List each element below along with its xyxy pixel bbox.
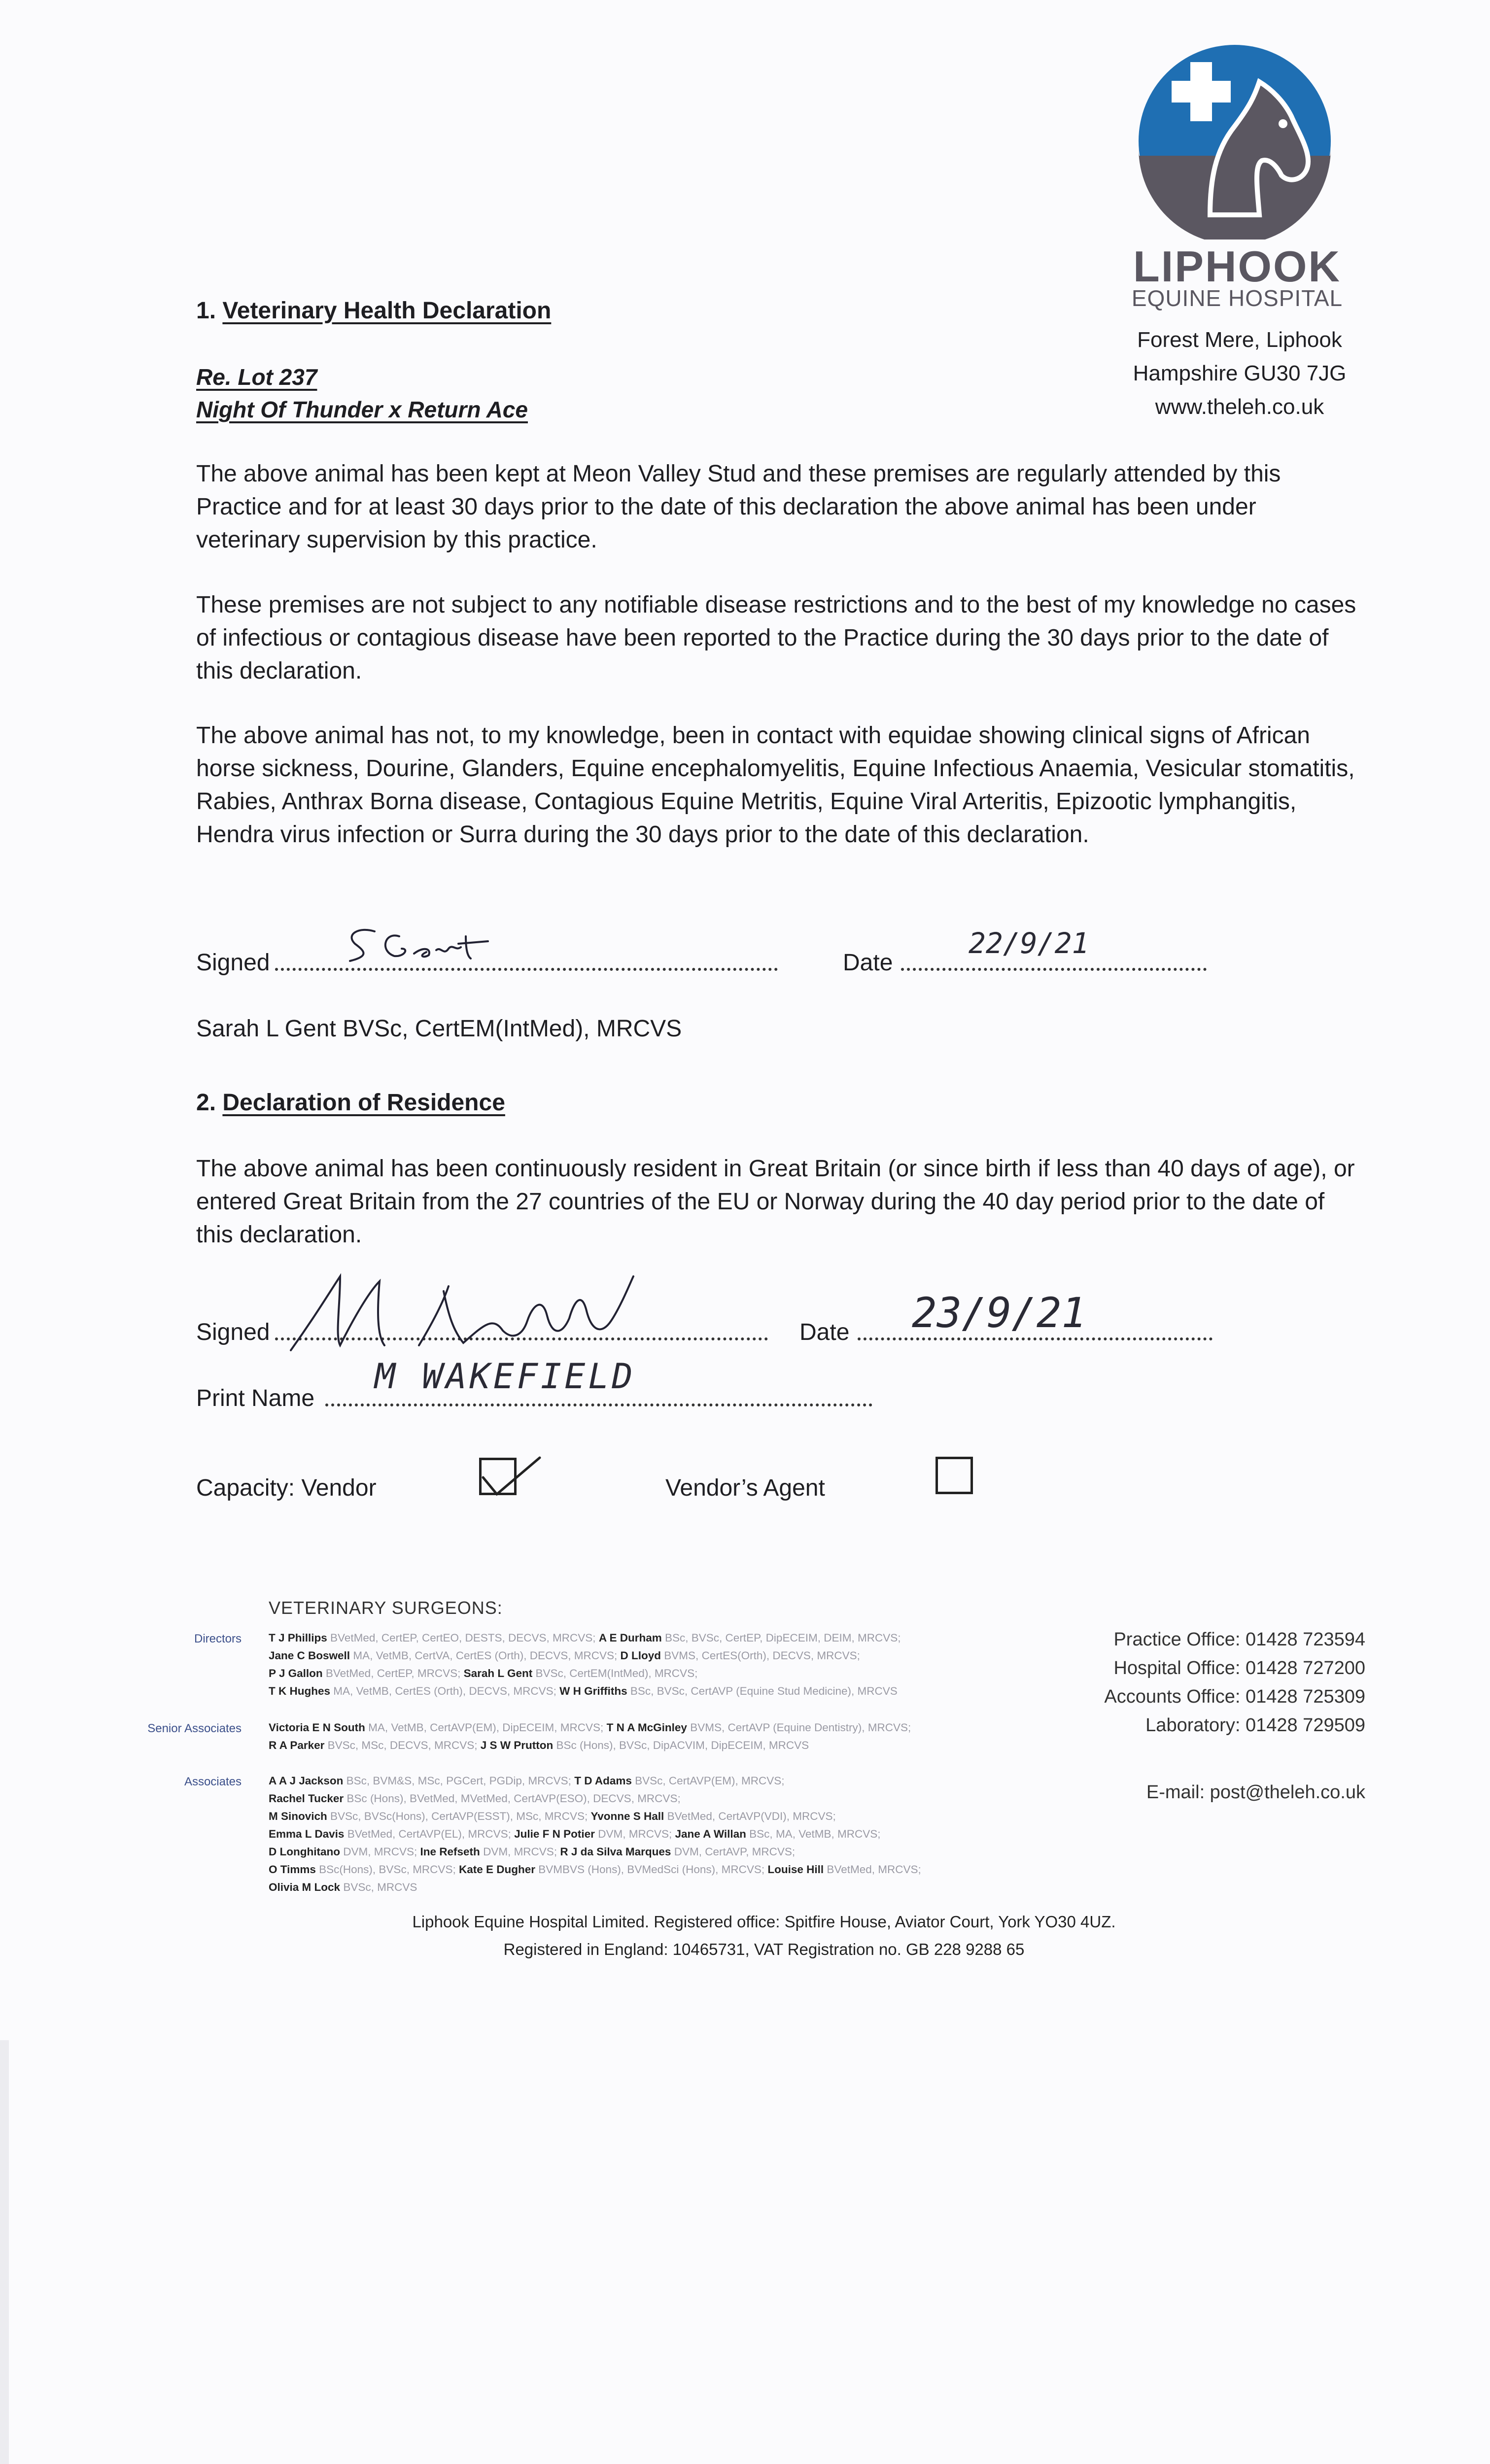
capacity-vendor-label: Capacity: Vendor: [196, 1475, 377, 1501]
supervision-paragraph: The above animal has been kept at Meon Valley Stud and these premises are regularly attended by this Practice and for at least 30 days prior to the date of this declaration the above animal has been under veterinary supervision by this practice.: [196, 461, 1281, 553]
surgeon-line: Olivia M Lock BVSc, MRCVS: [269, 1881, 417, 1893]
surgeon-line: Emma L Davis BVetMed, CertAVP(EL), MRCVS; Julie F N Potier DVM, MRCVS; Jane A Willan BSc, MA, VetMB, MRCVS;: [269, 1828, 881, 1840]
surgeon-line: D Longhitano DVM, MRCVS; Ine Refseth DVM, MRCVS; R J da Silva Marques DVM, CertAVP, MRCVS;: [269, 1846, 796, 1858]
surgeon-role-label: Associates: [184, 1775, 242, 1788]
surgeon-line: T J Phillips BVetMed, CertEP, CertEO, DESTS, DECVS, MRCVS; A E Durham BSc, BVSc, CertEP, DipECEIM, DEIM, MRCVS;: [269, 1632, 901, 1644]
surgeon-line: O Timms BSc(Hons), BVSc, MRCVS; Kate E Dugher BVMBVS (Hons), BVMedSci (Hons), MRCVS; Louise Hill BVetMed, MRCVS;: [269, 1863, 921, 1876]
practice-office-phone: Practice Office: 01428 723594: [1113, 1629, 1365, 1650]
surgeon-line: Jane C Boswell MA, VetMB, CertVA, CertES (Orth), DECVS, MRCVS; D Lloyd BVMS, CertES(Orth), DECVS, MRCVS;: [269, 1649, 860, 1662]
surgeon-line: P J Gallon BVetMed, CertEP, MRCVS; Sarah L Gent BVSc, CertEM(IntMed), MRCVS;: [269, 1667, 698, 1679]
company-legal-info: [296, 1908, 1232, 1963]
registration-numbers: Registered in England: 10465731, VAT Registration no. GB 228 9288 65: [503, 1940, 1025, 1958]
contact-email[interactable]: E-mail: post@theleh.co.uk: [1146, 1782, 1365, 1803]
section1-heading: [196, 297, 551, 324]
surgeon-line: T K Hughes MA, VetMB, CertES (Orth), DECVS, MRCVS; W H Griffiths BSc, BVSc, CertAVP (Equine Stud Medicine), MRCVS: [269, 1685, 898, 1697]
date-label: Date: [843, 950, 893, 976]
section1-title: Veterinary Health Declaration: [222, 298, 552, 324]
section2-heading: [196, 1089, 505, 1116]
address-line: Hampshire GU30 7JG: [1133, 361, 1347, 385]
horse-head-logo-icon: [1136, 42, 1333, 240]
vet-signed-date: 22/9/21: [969, 926, 1089, 960]
surgeon-line: Victoria E N South MA, VetMB, CertAVP(EM), DipECEIM, MRCVS; T N A McGinley BVMS, CertAVP (Equine Dentistry), MRCVS;: [269, 1721, 911, 1734]
vendor-check-mark-icon: [478, 1449, 547, 1498]
horse-pedigree: Night Of Thunder x Return Ace: [196, 397, 528, 422]
surgeon-names: [269, 1719, 1038, 1754]
section2-number: 2.: [196, 1090, 216, 1116]
website-link[interactable]: www.theleh.co.uk: [1155, 395, 1324, 419]
practice-address: [1109, 323, 1370, 424]
surgeon-line: Rachel Tucker BSc (Hons), BVetMed, MVetMed, CertAVP(ESO), DECVS, MRCVS;: [269, 1792, 681, 1805]
contact-equidae-paragraph: The above animal has not, to my knowledge, been in contact with equidae showing clinical signs of African horse sickness, Dourine, Glanders, Equine encephalomyelitis, Equine Infectious Anaemia, Vesicular stomatitis, Rabies, Anthrax Borna disease, Contagious Equine Metritis, Equine Viral Arteritis, Epizootic lymphangitis, Hendra virus infection or Surra during the 30 days prior to the date of this declaration.: [196, 722, 1355, 848]
surgeons-title: VETERINARY SURGEONS:: [269, 1598, 503, 1618]
date-line: [901, 968, 1207, 971]
surgeon-role-label: Directors: [194, 1632, 242, 1645]
vendor-signature: [286, 1262, 690, 1360]
surgeon-names: [269, 1629, 1038, 1700]
surgeon-line: A A J Jackson BSc, BVM&S, MSc, PGCert, PGDip, MRCVS; T D Adams BVSc, CertAVP(EM), MRCVS;: [269, 1775, 785, 1787]
surgeon-names: [269, 1772, 1038, 1896]
print-name-label: Print Name: [196, 1385, 315, 1411]
address-line: Forest Mere, Liphook: [1137, 328, 1342, 352]
hospital-office-phone: Hospital Office: 01428 727200: [1113, 1658, 1365, 1678]
contact-numbers: [1045, 1625, 1365, 1740]
surgeon-line: R A Parker BVSc, MSc, DECVS, MRCVS; J S W Prutton BSc (Hons), BVSc, DipACVIM, DipECEIM, MRCVS: [269, 1739, 809, 1751]
signed-label: Signed: [196, 1319, 270, 1345]
vendor-agent-checkbox[interactable]: [936, 1457, 973, 1494]
vet-signature: [340, 922, 518, 976]
surgeon-role-label: Senior Associates: [147, 1722, 242, 1735]
section1-number: 1.: [196, 298, 216, 324]
date-line: [858, 1337, 1213, 1340]
vendor-agent-label: Vendor’s Agent: [665, 1475, 825, 1501]
accounts-office-phone: Accounts Office: 01428 725309: [1104, 1686, 1365, 1707]
section2-title: Declaration of Residence: [222, 1090, 505, 1116]
vendor-signed-date: 23/9/21: [912, 1289, 1087, 1337]
scan-edge: [0, 2040, 9, 2464]
date-label: Date: [799, 1319, 850, 1345]
print-name-line: [325, 1403, 872, 1406]
brand-name: LIPHOOK: [1133, 242, 1341, 291]
print-name-value: M WAKEFIELD: [375, 1356, 636, 1397]
registered-office: Liphook Equine Hospital Limited. Registered office: Spitfire House, Aviator Court, York YO30 4UZ.: [412, 1913, 1116, 1931]
signatory-credentials: Sarah L Gent BVSc, CertEM(IntMed), MRCVS: [196, 1016, 682, 1042]
signed-label: Signed: [196, 950, 270, 976]
disease-restrictions-paragraph: These premises are not subject to any notifiable disease restrictions and to the best of my knowledge no cases of infectious or contagious disease have been reported to the Practice during the 30 days prior to the date of this declaration.: [196, 592, 1356, 684]
brand-subtitle: EQUINE HOSPITAL: [1131, 285, 1343, 311]
lot-reference: Re. Lot 237: [196, 364, 317, 390]
residence-paragraph: The above animal has been continuously resident in Great Britain (or since birth if less than 40 days of age), or entered Great Britain from the 27 countries of the EU or Norway during the 40 day period prior to the date of this declaration.: [196, 1156, 1355, 1248]
surgeon-line: M Sinovich BVSc, BVSc(Hons), CertAVP(ESST), MSc, MRCVS; Yvonne S Hall BVetMed, CertAVP(VDI), MRCVS;: [269, 1810, 836, 1822]
laboratory-phone: Laboratory: 01428 729509: [1145, 1715, 1365, 1736]
